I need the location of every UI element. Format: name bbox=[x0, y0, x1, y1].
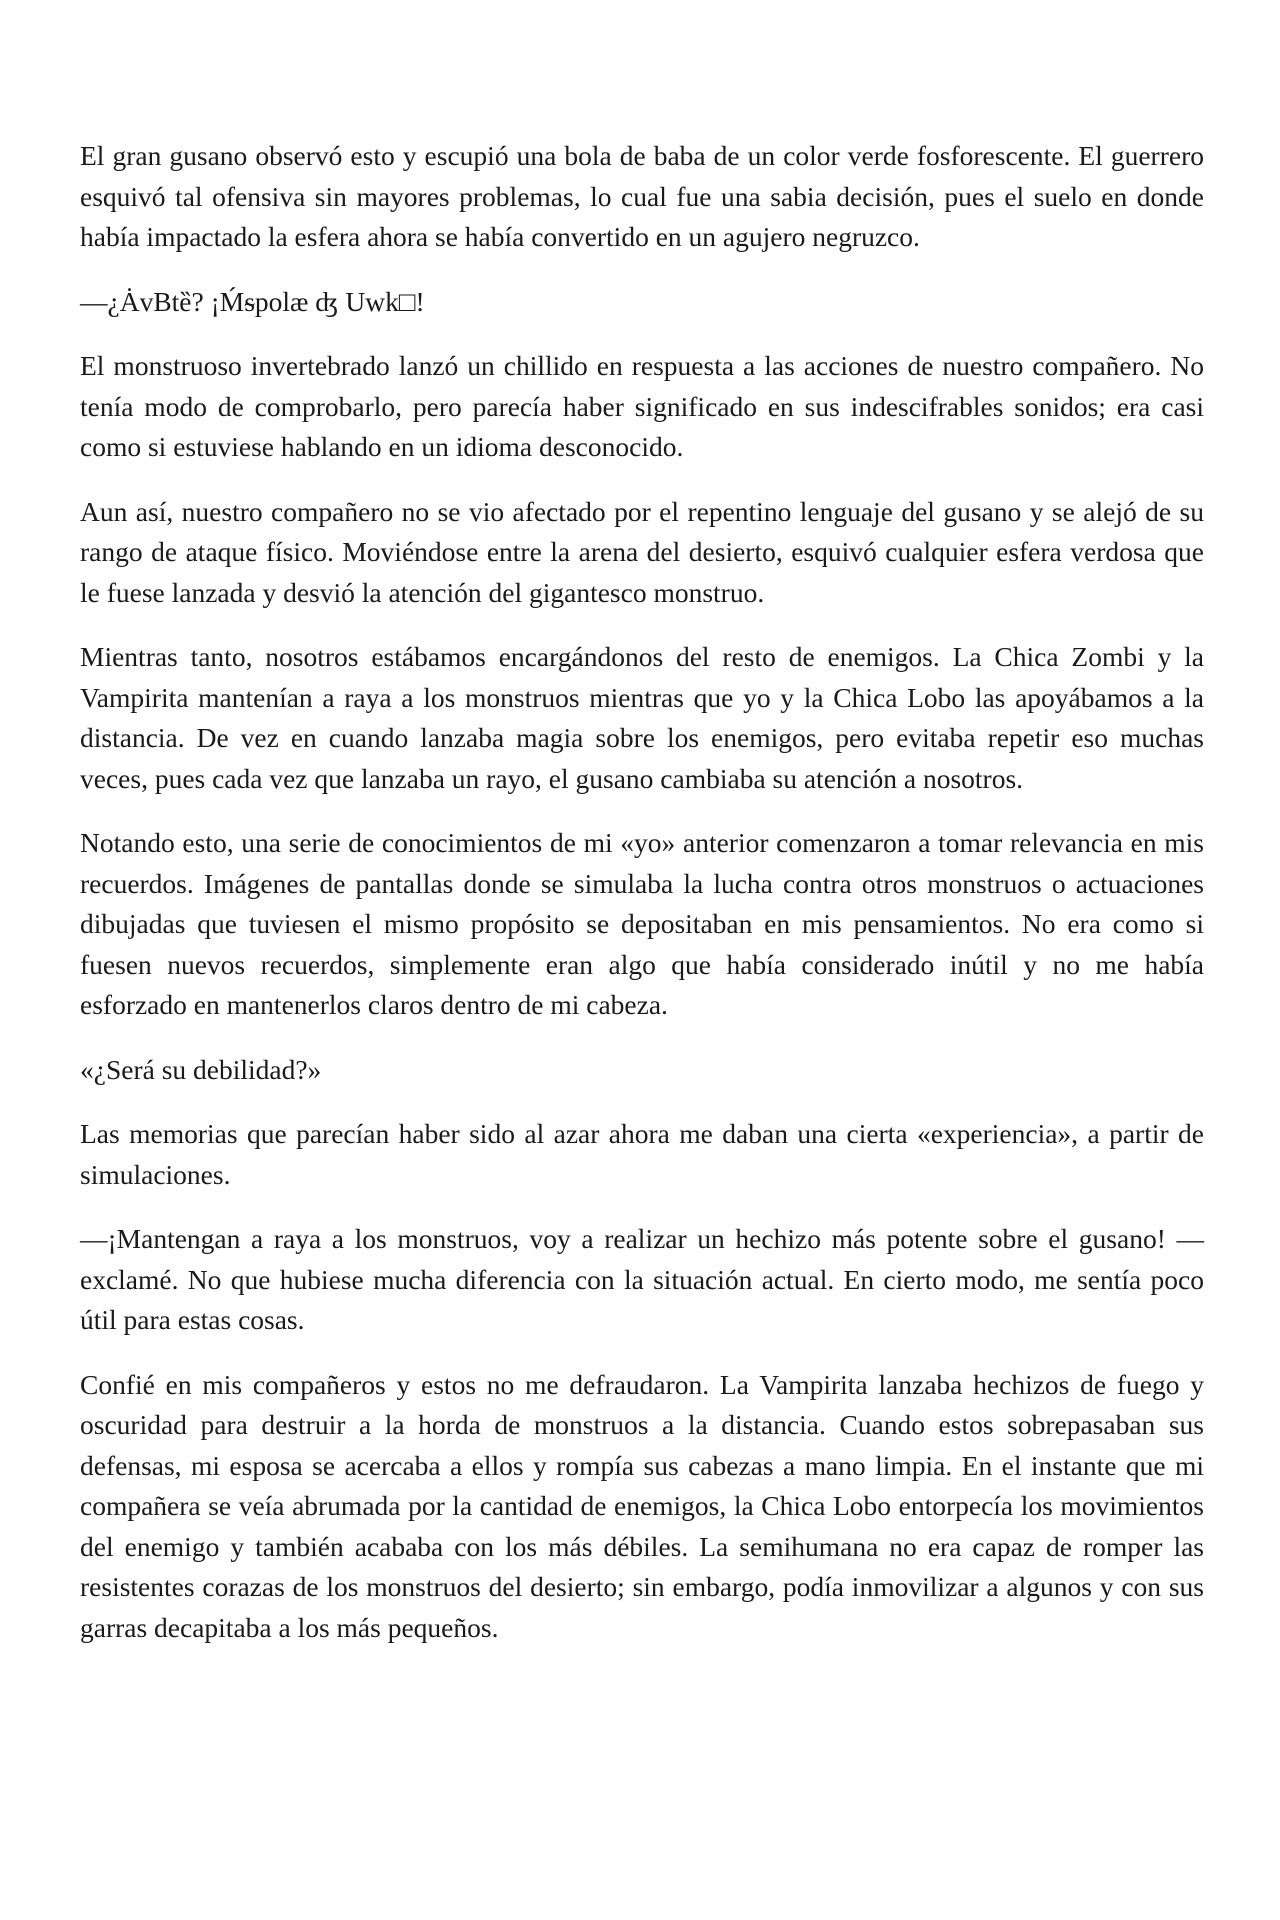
paragraph-worm-spit: El gran gusano observó esto y escupió una bola de baba de un color verde fosforescente. El guerrero esquivó tal ofensiva sin mayores problemas, lo cual fue una sabia decisión, pues el suelo en donde había impactado la esfera ahora se había convertido en un agujero negruzco. bbox=[80, 140, 1204, 252]
paragraph-party-fight: Mientras tanto, nosotros estábamos encargándonos del resto de enemigos. La Chica Zombi y la Vampirita mantenían a raya a los monstruos mientras que yo y la Chica Lobo las apoyábamos a la distancia. De vez en cuando lanzaba magia sobre los enemigos, pero evitaba repetir eso muchas veces, pues cada vez que lanzaba un rayo, el gusano cambiaba su atención a nosotros. bbox=[80, 641, 1204, 794]
paragraph-experience: Las memorias que parecían haber sido al azar ahora me daban una cierta «experiencia», a partir de simulaciones. bbox=[80, 1118, 1204, 1190]
paragraph-worm-shriek: El monstruoso invertebrado lanzó un chillido en respuesta a las acciones de nuestro compañero. No tenía modo de comprobarlo, pero parecía haber significado en sus indescifrables sonidos; era casi como si estuviese hablando en un idioma desconocido. bbox=[80, 350, 1204, 462]
paragraph-trust-companions: Confié en mis compañeros y estos no me defraudaron. La Vampirita lanzaba hechizos de fuego y oscuridad para destruir a la horda de monstruos a la distancia. Cuando estos sobrepasaban sus defensas, mi esposa se acercaba a ellos y rompía sus cabezas a mano limpia. En el instante que mi compañera se veía abrumada por la cantidad de enemigos, la Chica Lobo entorpecía los movimientos del enemigo y también acababa con los más débiles. La semihumana no era capaz de romper las resistentes corazas de los monstruos del desierto; sin embargo, podía inmovilizar a algunos y con sus garras decapitaba a los más pequeños. bbox=[80, 1368, 1204, 1643]
paragraph-worm-speech: —¿ȦvBtȅ? ¡Ḿᵴpolæ ʤ Uwk□! bbox=[80, 285, 425, 317]
paragraph-exclamation: —¡Mantengan a raya a los monstruos, voy a realizar un hechizo más potente sobre el gusano! —exclamé. No que hubiese mucha diferencia con la situación actual. En cierto modo, me sentía poco útil para estas cosas. bbox=[80, 1223, 1204, 1335]
paragraph-memories: Notando esto, una serie de conocimientos de mi «yo» anterior comenzaron a tomar relevancia en mis recuerdos. Imágenes de pantallas donde se simulaba la lucha contra otros monstruos o actuaciones dibujadas que tuviesen el mismo propósito se depositaban en mis pensamientos. No era como si fuesen nuevos recuerdos, simplemente eran algo que había considerado inútil y no me había esforzado en mantenerlos claros dentro de mi cabeza. bbox=[80, 827, 1204, 1020]
paragraph-companion-dodge: Aun así, nuestro compañero no se vio afectado por el repentino lenguaje del gusano y se alejó de su rango de ataque físico. Moviéndose entre la arena del desierto, esquivó cualquier esfera verdosa que le fuese lanzada y desvió la atención del gigantesco monstruo. bbox=[80, 495, 1204, 608]
document-page bbox=[80, 136, 1204, 1648]
paragraph-weakness-thought: «¿Será su debilidad?» bbox=[80, 1053, 322, 1085]
